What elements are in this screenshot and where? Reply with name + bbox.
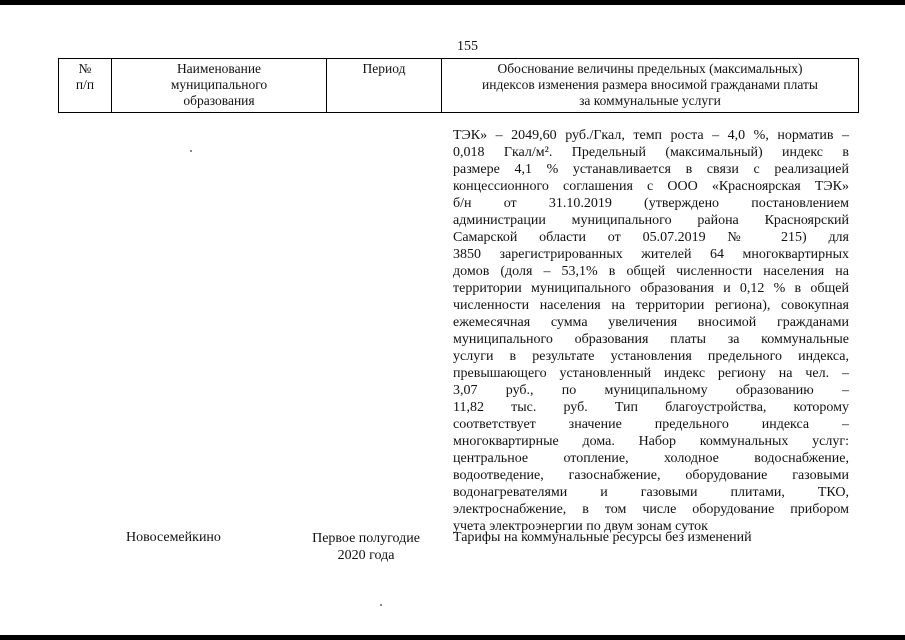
table-header	[58, 58, 859, 113]
basis-text-line: водоотведение, газоснабжение, оборудование газовыми	[453, 468, 849, 483]
row2-municipality-name: Новосемейкино	[126, 530, 221, 545]
basis-text-line: численности населения на территории региона), совокупная	[453, 298, 849, 313]
scan-border-top	[0, 0, 905, 5]
header-number-cell	[59, 59, 112, 113]
basis-text-line: домов (доля – 53,1% в общей численности населения на	[453, 264, 849, 279]
basis-text-line: б/н от 31.10.2019 (утверждено постановлением	[453, 196, 849, 211]
basis-text-line: превышающего установленный индекс региону на чел. –	[453, 366, 849, 381]
basis-text-line: соответствует значение предельного индекса –	[453, 417, 849, 432]
basis-text-line: администрации муниципального района Красноярский	[453, 213, 849, 228]
header-basis-cell	[442, 59, 859, 113]
header-basis-line: за коммунальные услуги	[579, 93, 721, 108]
row2-period-line: 2020 года	[337, 548, 395, 563]
basis-text-line: 3850 зарегистрированных жителей 64 многоквартирных	[453, 247, 849, 262]
basis-text-line: муниципального образования платы за коммунальные	[453, 332, 849, 347]
header-period-cell: Период	[327, 59, 442, 113]
table-header-row	[59, 59, 859, 113]
header-name-line: образования	[183, 93, 255, 108]
page-number: 155	[457, 39, 478, 54]
basis-text-line: 0,018 Гкал/м². Предельный (максимальный) индекс в	[453, 145, 849, 160]
scan-speck	[190, 150, 192, 152]
basis-text-line: территории муниципального образования и 0,12 % в общей	[453, 281, 849, 296]
scan-speck	[380, 604, 382, 606]
basis-text-line: 3,07 руб., по муниципальному образованию –	[453, 383, 849, 398]
header-name-cell	[112, 59, 327, 113]
header-number-line: п/п	[75, 77, 95, 92]
basis-text-line: электроснабжение, в том числе оборудование прибором	[453, 502, 849, 517]
row1-basis-text	[453, 127, 849, 535]
basis-text-line: размере 4,1 % устанавливается в связи с реализацией	[453, 162, 849, 177]
basis-text-line: учета электроэнергии по двум зонам суток	[453, 519, 708, 534]
row2-period-line: Первое полугодие	[312, 531, 420, 546]
basis-text-line: водонагревателями и газовыми плитами, ТКО,	[453, 485, 849, 500]
header-number-line: №	[78, 61, 92, 76]
basis-text-line: концессионного соглашения с ООО «Красноярская ТЭК»	[453, 179, 849, 194]
row2-basis-text: Тарифы на коммунальные ресурсы без изменений	[453, 530, 752, 545]
basis-text-line: ТЭК» – 2049,60 руб./Гкал, темп роста – 4,0 %, норматив –	[453, 128, 849, 143]
basis-text-line: Самарской области от 05.07.2019 № 215) для	[453, 230, 849, 245]
basis-text-line: многоквартирные дома. Набор коммунальных услуг:	[453, 434, 849, 449]
row2-period	[300, 530, 432, 564]
basis-text-line: центральное отопление, холодное водоснабжение,	[453, 451, 849, 466]
header-name-line: Наименование	[176, 61, 262, 76]
scan-border-bottom	[0, 635, 905, 640]
header-name-line: муниципального	[170, 77, 268, 92]
header-basis-line: Обоснование величины предельных (максимальных)	[497, 61, 803, 76]
basis-text-line: ежемесячная сумма увеличения вносимой гражданами	[453, 315, 849, 330]
basis-text-line: 11,82 тыс. руб. Тип благоустройства, которому	[453, 400, 849, 415]
header-basis-line: индексов изменения размера вносимой гражданами платы	[482, 77, 818, 92]
basis-text-line: услуги в результате установления предельного индекса,	[453, 349, 849, 364]
